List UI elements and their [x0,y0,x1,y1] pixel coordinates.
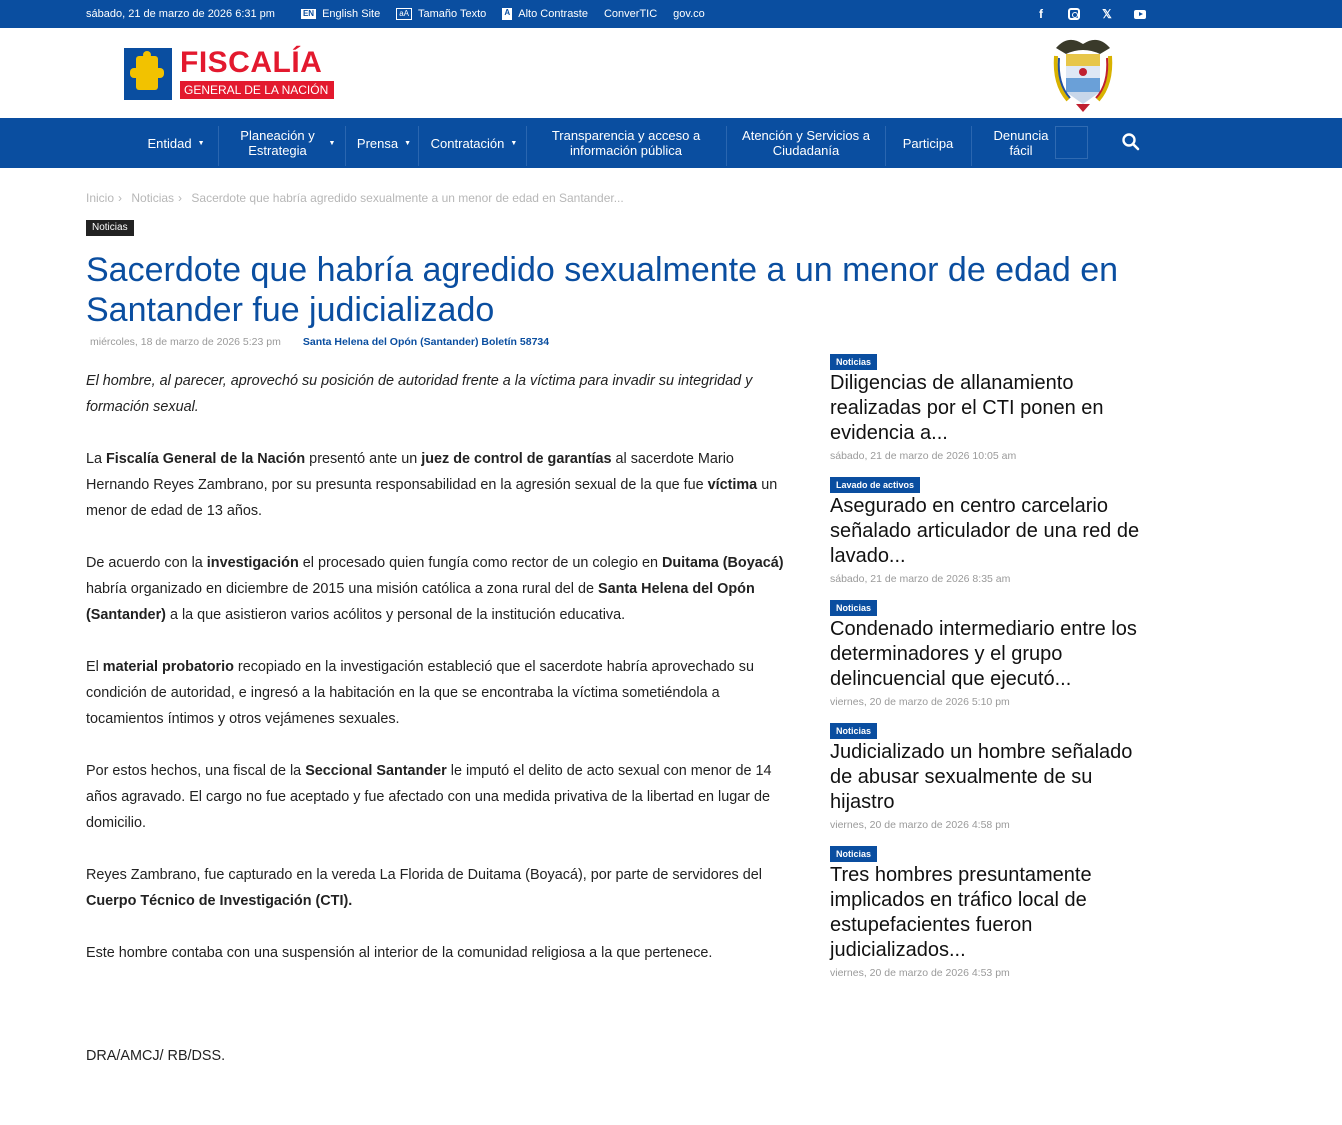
article-meta [90,336,549,348]
news-title[interactable]: Tres hombres presuntamente implicados en tráfico local de estupefacientes fueron judicializados... [830,864,1092,961]
text-size-icon: aA [396,8,412,20]
search-icon[interactable] [1121,132,1141,152]
news-category-tag[interactable]: Noticias [830,723,877,739]
caret-down-icon: ▼ [404,139,412,147]
instagram-icon[interactable] [1063,6,1085,22]
logo-subtitle: GENERAL DE LA NACIÓN [180,81,334,99]
sidebar-news-item[interactable] [830,352,1160,462]
site-header [0,28,1342,118]
article-paragraph: Por estos hechos, una fiscal de la Seccional Santander le imputó el delito de acto sexual con menor de 14 años agravado. El cargo no fue aceptado y fue afectado con una medida privativa de la libertad en lugar de domicilio. [86,763,772,831]
sidebar-news-item[interactable] [830,475,1160,585]
related-news-sidebar [830,352,1160,992]
contrast-icon: A [502,8,512,20]
caret-down-icon: ▼ [328,139,336,147]
news-date: sábado, 21 de marzo de 2026 10:05 am [830,450,1017,462]
article-location: Santa Helena del Opón (Santander) Boletín 58734 [302,336,550,348]
fiscalia-logo[interactable] [124,48,334,100]
news-category-tag[interactable]: Noticias [830,600,877,616]
category-tag[interactable]: Noticias [86,220,134,236]
sidebar-news-item[interactable] [830,598,1160,708]
x-icon[interactable]: 𝕏 [1102,7,1112,21]
nav-item-participa[interactable]: Participa [902,135,954,151]
article-paragraph: De acuerdo con la investigación el procesado quien fungía como rector de un colegio en Duitama (Boyacá) habría organizado en diciembre de 2015 una misión católica a zona rural del de Santa Helena del Opón (Santander) a la que asistieron varios acólitos y personal de la institución educativa. [86,555,784,623]
news-date: viernes, 20 de marzo de 2026 4:53 pm [830,967,1010,979]
puzzle-logo-icon [124,48,172,100]
colombia-coat-of-arms-icon [1048,34,1118,112]
nav-item-prensa[interactable]: Prensa ▼ [356,135,412,151]
sidebar-news-item[interactable] [830,844,1160,979]
high-contrast-link[interactable]: A Alto Contraste [502,8,588,20]
nav-item-atencion[interactable]: Atención y Servicios a Ciudadanía [742,128,870,158]
article-paragraph: Este hombre contaba con una suspensión al interior de la comunidad religiosa a la que pertenece. [86,945,713,961]
article-paragraph: Reyes Zambrano, fue capturado en la vereda La Florida de Duitama (Boyacá), por parte de servidores del Cuerpo Técnico de Investigación (CTI). [86,867,762,909]
breadcrumb: Inicio › Noticias › Sacerdote que habría agredido sexualmente a un menor de edad en Santander... [86,191,624,205]
news-date: viernes, 20 de marzo de 2026 5:10 pm [830,696,1010,708]
article-signature: DRA/AMCJ/ RB/DSS. [86,1048,226,1064]
news-title[interactable]: Condenado intermediario entre los determinadores y el grupo delincuencial que ejecutó... [830,618,1137,690]
convertic-link[interactable]: ConverTIC [603,8,658,20]
news-title[interactable]: Diligencias de allanamiento realizadas por el CTI ponen en evidencia a... [830,372,1104,444]
news-title[interactable]: Asegurado en centro carcelario señalado articulador de una red de lavado... [830,495,1140,567]
nav-item-entidad[interactable]: Entidad ▼ [147,135,205,151]
sidebar-news-item[interactable] [830,721,1160,831]
news-date: viernes, 20 de marzo de 2026 4:58 pm [830,819,1010,831]
article-title: Sacerdote que habría agredido sexualmente a un menor de edad en Santander fue judicializado [86,251,1119,329]
breadcrumb-noticias[interactable]: Noticias [131,191,175,205]
breadcrumb-current: Sacerdote que habría agredido sexualmente a un menor de edad en Santander... [191,191,624,205]
social-links [1030,0,1162,28]
news-category-tag[interactable]: Noticias [830,354,877,370]
caret-down-icon: ▼ [510,139,518,147]
logo-title: FISCALÍA [180,46,323,79]
article-date: miércoles, 18 de marzo de 2026 5:23 pm [90,336,281,348]
news-category-tag[interactable]: Noticias [830,846,877,862]
english-flag-icon: EN [302,9,315,18]
main-navigation [0,118,1342,168]
caret-down-icon: ▼ [197,139,205,147]
breadcrumb-inicio[interactable]: Inicio [86,191,115,205]
article-body [86,368,786,992]
current-date: sábado, 21 de marzo de 2026 6:31 pm [86,8,275,20]
english-site-link[interactable]: EN English Site [302,8,381,20]
text-size-link[interactable]: aA Tamaño Texto [396,8,486,20]
youtube-icon[interactable] [1129,6,1151,22]
govco-link[interactable]: gov.co [673,8,705,20]
nav-item-denuncia-facil[interactable]: Denuncia fácil [993,128,1049,158]
nav-empty-box [1055,126,1088,159]
facebook-icon[interactable]: f [1039,7,1043,21]
news-category-tag[interactable]: Lavado de activos [830,477,920,493]
nav-item-planeacion[interactable]: Planeación y Estrategia ▼ [240,128,336,158]
nav-item-contratacion[interactable]: Contratación ▼ [430,135,518,151]
nav-item-transparencia[interactable]: Transparencia y acceso a información pública [551,128,701,158]
article-paragraph: El material probatorio recopiado en la investigación estableció que el sacerdote habría aprovechado su condición de autoridad, e ingresó a la habitación en la que se encontraba la víctima sometiéndola a tocamientos íntimos y otros vejámenes sexuales. [86,659,754,727]
article-paragraph: La Fiscalía General de la Nación presentó ante un juez de control de garantías al sacerdote Mario Hernando Reyes Zambrano, por su presunta responsabilidad en la agresión sexual de la que fue víctima un menor de edad de 13 años. [86,451,778,519]
top-utility-bar [0,0,1342,28]
article-lead: El hombre, al parecer, aprovechó su posición de autoridad frente a la víctima para invadir su integridad y formación sexual. [86,373,753,415]
news-date: sábado, 21 de marzo de 2026 8:35 am [830,573,1011,585]
news-title[interactable]: Judicializado un hombre señalado de abusar sexualmente de su hijastro [830,741,1133,813]
